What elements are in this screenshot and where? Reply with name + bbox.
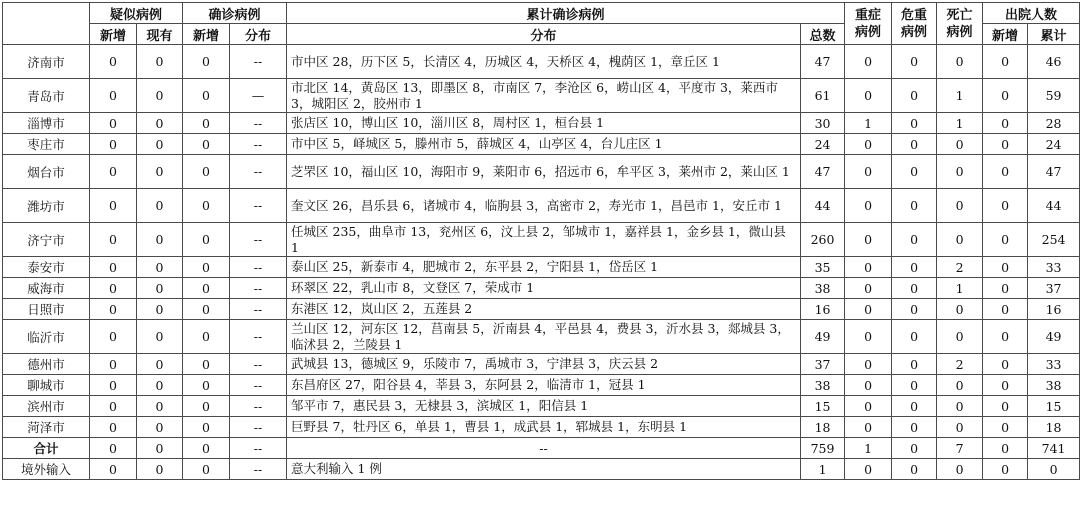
suspected-current: 0 [137, 396, 183, 417]
suspected-new: 0 [90, 134, 137, 155]
severe-count: 0 [845, 417, 892, 438]
cumulative-total: 47 [801, 155, 845, 189]
suspected-current: 0 [137, 189, 183, 223]
cumulative-dist: 环翠区 22，乳山市 8，文登区 7，荣成市 1 [287, 278, 801, 299]
discharged-total: 47 [1028, 155, 1080, 189]
suspected-current: 0 [137, 375, 183, 396]
critical-count: 0 [892, 320, 937, 354]
suspected-new: 0 [90, 45, 137, 79]
discharged-new: 0 [983, 257, 1028, 278]
death-count: 7 [937, 438, 983, 459]
cumulative-dist: 市中区 28，历下区 5，长清区 4，历城区 4，天桥区 4，槐荫区 1，章丘区 1 [287, 45, 801, 79]
table-row-total [3, 438, 1080, 459]
city-name: 合计 [3, 438, 90, 459]
covid-statistics-table [2, 2, 1080, 480]
severe-count: 0 [845, 79, 892, 113]
confirmed-new: 0 [183, 459, 230, 480]
severe-count: 1 [845, 438, 892, 459]
confirmed-new: 0 [183, 223, 230, 257]
cumulative-dist: 芝罘区 10，福山区 10，海阳市 9，莱阳市 6，招远市 6，牟平区 3，莱州市 2，莱山区 1 [287, 155, 801, 189]
header-discharged-new: 新增 [983, 24, 1028, 45]
confirmed-new: 0 [183, 375, 230, 396]
death-count: 0 [937, 223, 983, 257]
severe-count: 0 [845, 257, 892, 278]
suspected-new: 0 [90, 223, 137, 257]
city-name: 滨州市 [3, 396, 90, 417]
death-count: 0 [937, 45, 983, 79]
table-row [3, 79, 1080, 113]
critical-count: 0 [892, 189, 937, 223]
confirmed-dist: -- [230, 189, 287, 223]
suspected-new: 0 [90, 417, 137, 438]
cumulative-dist: 邹平市 7，惠民县 3，无棣县 3，滨城区 1，阳信县 1 [287, 396, 801, 417]
header-cumulative: 累计确诊病例 [287, 3, 845, 24]
discharged-new: 0 [983, 155, 1028, 189]
severe-count: 0 [845, 320, 892, 354]
cumulative-total: 759 [801, 438, 845, 459]
confirmed-dist: -- [230, 278, 287, 299]
header-death: 死亡病例 [937, 3, 983, 45]
suspected-new: 0 [90, 375, 137, 396]
table-row [3, 113, 1080, 134]
cumulative-dist: 巨野县 7，牡丹区 6，单县 1，曹县 1，成武县 1，郓城县 1，东明县 1 [287, 417, 801, 438]
table-row [3, 417, 1080, 438]
confirmed-dist: -- [230, 45, 287, 79]
header-city [3, 3, 90, 45]
suspected-new: 0 [90, 278, 137, 299]
header-severe: 重症病例 [845, 3, 892, 45]
suspected-current: 0 [137, 278, 183, 299]
critical-count: 0 [892, 278, 937, 299]
confirmed-dist: -- [230, 417, 287, 438]
critical-count: 0 [892, 113, 937, 134]
suspected-new: 0 [90, 155, 137, 189]
table-row [3, 45, 1080, 79]
city-name: 泰安市 [3, 257, 90, 278]
severe-count: 0 [845, 354, 892, 375]
discharged-new: 0 [983, 354, 1028, 375]
suspected-current: 0 [137, 113, 183, 134]
suspected-new: 0 [90, 438, 137, 459]
death-count: 0 [937, 417, 983, 438]
critical-count: 0 [892, 223, 937, 257]
table-row [3, 320, 1080, 354]
death-count: 0 [937, 134, 983, 155]
table-row [3, 299, 1080, 320]
discharged-new: 0 [983, 223, 1028, 257]
death-count: 1 [937, 278, 983, 299]
discharged-new: 0 [983, 438, 1028, 459]
death-count: 0 [937, 375, 983, 396]
cumulative-dist: 泰山区 25，新泰市 4，肥城市 2，东平县 2，宁阳县 1，岱岳区 1 [287, 257, 801, 278]
discharged-total: 38 [1028, 375, 1080, 396]
cumulative-total: 24 [801, 134, 845, 155]
table-row [3, 155, 1080, 189]
table-row [3, 354, 1080, 375]
cumulative-total: 47 [801, 45, 845, 79]
confirmed-dist: -- [230, 320, 287, 354]
discharged-total: 24 [1028, 134, 1080, 155]
cumulative-total: 15 [801, 396, 845, 417]
cumulative-total: 30 [801, 113, 845, 134]
cumulative-total: 260 [801, 223, 845, 257]
city-name: 境外输入 [3, 459, 90, 480]
critical-count: 0 [892, 354, 937, 375]
severe-count: 0 [845, 375, 892, 396]
confirmed-new: 0 [183, 354, 230, 375]
city-name: 菏泽市 [3, 417, 90, 438]
discharged-total: 46 [1028, 45, 1080, 79]
suspected-current: 0 [137, 299, 183, 320]
discharged-total: 254 [1028, 223, 1080, 257]
confirmed-dist: -- [230, 354, 287, 375]
cumulative-total: 37 [801, 354, 845, 375]
severe-count: 0 [845, 134, 892, 155]
table-row [3, 189, 1080, 223]
cumulative-dist: 奎文区 26，昌乐县 6，诸城市 4，临朐县 3，高密市 2，寿光市 1，昌邑市 1，安丘市 1 [287, 189, 801, 223]
death-count: 0 [937, 299, 983, 320]
confirmed-dist: -- [230, 113, 287, 134]
critical-count: 0 [892, 396, 937, 417]
discharged-new: 0 [983, 278, 1028, 299]
suspected-current: 0 [137, 134, 183, 155]
confirmed-dist: -- [230, 155, 287, 189]
city-name: 济南市 [3, 45, 90, 79]
death-count: 2 [937, 257, 983, 278]
city-name: 济宁市 [3, 223, 90, 257]
city-name: 烟台市 [3, 155, 90, 189]
severe-count: 0 [845, 189, 892, 223]
discharged-total: 28 [1028, 113, 1080, 134]
discharged-new: 0 [983, 45, 1028, 79]
table-row [3, 134, 1080, 155]
confirmed-dist: -- [230, 438, 287, 459]
city-name: 日照市 [3, 299, 90, 320]
suspected-current: 0 [137, 438, 183, 459]
discharged-total: 33 [1028, 257, 1080, 278]
confirmed-dist: -- [230, 375, 287, 396]
city-name: 临沂市 [3, 320, 90, 354]
cumulative-total: 35 [801, 257, 845, 278]
confirmed-new: 0 [183, 45, 230, 79]
discharged-new: 0 [983, 396, 1028, 417]
confirmed-dist: -- [230, 396, 287, 417]
death-count: 0 [937, 155, 983, 189]
confirmed-dist: -- [230, 299, 287, 320]
header-critical: 危重病例 [892, 3, 937, 45]
critical-count: 0 [892, 438, 937, 459]
confirmed-new: 0 [183, 134, 230, 155]
suspected-new: 0 [90, 79, 137, 113]
city-name: 潍坊市 [3, 189, 90, 223]
cumulative-total: 49 [801, 320, 845, 354]
suspected-new: 0 [90, 299, 137, 320]
confirmed-new: 0 [183, 438, 230, 459]
header-confirmed-dist: 分布 [230, 24, 287, 45]
header-suspected-new: 新增 [90, 24, 137, 45]
death-count: 0 [937, 396, 983, 417]
suspected-new: 0 [90, 354, 137, 375]
death-count: 0 [937, 189, 983, 223]
discharged-total: 0 [1028, 459, 1080, 480]
critical-count: 0 [892, 155, 937, 189]
discharged-new: 0 [983, 320, 1028, 354]
cumulative-total: 44 [801, 189, 845, 223]
cumulative-dist: 东昌府区 27，阳谷县 4，莘县 3，东阿县 2，临清市 1，冠县 1 [287, 375, 801, 396]
city-name: 德州市 [3, 354, 90, 375]
cumulative-dist: 武城县 13，德城区 9，乐陵市 7，禹城市 3，宁津县 3，庆云县 2 [287, 354, 801, 375]
discharged-new: 0 [983, 299, 1028, 320]
suspected-current: 0 [137, 155, 183, 189]
severe-count: 0 [845, 155, 892, 189]
critical-count: 0 [892, 79, 937, 113]
cumulative-dist: 意大利输入 1 例 [287, 459, 801, 480]
severe-count: 0 [845, 45, 892, 79]
cumulative-dist: 兰山区 12，河东区 12，莒南县 5，沂南县 4，平邑县 4，费县 3，沂水县 3，郯城县 3，临沭县 2，兰陵县 1 [287, 320, 801, 354]
discharged-total: 15 [1028, 396, 1080, 417]
header-confirmed: 确诊病例 [183, 3, 287, 24]
suspected-new: 0 [90, 459, 137, 480]
discharged-total: 16 [1028, 299, 1080, 320]
confirmed-dist: -- [230, 257, 287, 278]
cumulative-total: 61 [801, 79, 845, 113]
suspected-current: 0 [137, 320, 183, 354]
discharged-new: 0 [983, 113, 1028, 134]
suspected-current: 0 [137, 354, 183, 375]
confirmed-dist: -- [230, 459, 287, 480]
death-count: 1 [937, 79, 983, 113]
severe-count: 0 [845, 299, 892, 320]
cumulative-total: 1 [801, 459, 845, 480]
discharged-total: 18 [1028, 417, 1080, 438]
table-row [3, 257, 1080, 278]
confirmed-new: 0 [183, 257, 230, 278]
suspected-new: 0 [90, 189, 137, 223]
suspected-new: 0 [90, 257, 137, 278]
death-count: 0 [937, 459, 983, 480]
death-count: 1 [937, 113, 983, 134]
cumulative-dist: 东港区 12，岚山区 2，五莲县 2 [287, 299, 801, 320]
header-suspected-current: 现有 [137, 24, 183, 45]
cumulative-dist: 张店区 10，博山区 10，淄川区 8，周村区 1，桓台县 1 [287, 113, 801, 134]
discharged-total: 44 [1028, 189, 1080, 223]
confirmed-dist: — [230, 79, 287, 113]
discharged-new: 0 [983, 417, 1028, 438]
severe-count: 1 [845, 113, 892, 134]
discharged-new: 0 [983, 459, 1028, 480]
confirmed-new: 0 [183, 278, 230, 299]
suspected-current: 0 [137, 459, 183, 480]
discharged-total: 59 [1028, 79, 1080, 113]
table-row-imported [3, 459, 1080, 480]
header-confirmed-new: 新增 [183, 24, 230, 45]
city-name: 青岛市 [3, 79, 90, 113]
confirmed-new: 0 [183, 79, 230, 113]
discharged-total: 33 [1028, 354, 1080, 375]
discharged-new: 0 [983, 134, 1028, 155]
cumulative-dist: 市中区 5，峄城区 5，滕州市 5，薛城区 4，山亭区 4，台儿庄区 1 [287, 134, 801, 155]
suspected-current: 0 [137, 45, 183, 79]
severe-count: 0 [845, 396, 892, 417]
cumulative-dist: 市北区 14，黄岛区 13，即墨区 8，市南区 7，李沧区 6，崂山区 4，平度市 3，莱西市 3，城阳区 2，胶州市 1 [287, 79, 801, 113]
discharged-total: 37 [1028, 278, 1080, 299]
confirmed-dist: -- [230, 134, 287, 155]
cumulative-total: 38 [801, 278, 845, 299]
discharged-total: 49 [1028, 320, 1080, 354]
table-row [3, 396, 1080, 417]
severe-count: 0 [845, 223, 892, 257]
critical-count: 0 [892, 459, 937, 480]
suspected-new: 0 [90, 320, 137, 354]
confirmed-new: 0 [183, 417, 230, 438]
city-name: 聊城市 [3, 375, 90, 396]
header-discharged: 出院人数 [983, 3, 1080, 24]
confirmed-new: 0 [183, 189, 230, 223]
city-name: 淄博市 [3, 113, 90, 134]
suspected-current: 0 [137, 257, 183, 278]
header-suspected: 疑似病例 [90, 3, 183, 24]
confirmed-new: 0 [183, 113, 230, 134]
critical-count: 0 [892, 375, 937, 396]
table-row [3, 223, 1080, 257]
suspected-current: 0 [137, 79, 183, 113]
table-row [3, 278, 1080, 299]
header-discharged-total: 累计 [1028, 24, 1080, 45]
confirmed-new: 0 [183, 299, 230, 320]
critical-count: 0 [892, 257, 937, 278]
discharged-new: 0 [983, 375, 1028, 396]
cumulative-dist: -- [287, 438, 801, 459]
confirmed-new: 0 [183, 155, 230, 189]
cumulative-total: 18 [801, 417, 845, 438]
death-count: 0 [937, 320, 983, 354]
suspected-current: 0 [137, 223, 183, 257]
cumulative-dist: 任城区 235，曲阜市 13，兖州区 6，汶上县 2，邹城市 1，嘉祥县 1，金乡县 1，微山县 1 [287, 223, 801, 257]
severe-count: 0 [845, 278, 892, 299]
confirmed-new: 0 [183, 320, 230, 354]
discharged-new: 0 [983, 79, 1028, 113]
critical-count: 0 [892, 417, 937, 438]
critical-count: 0 [892, 134, 937, 155]
severe-count: 0 [845, 459, 892, 480]
header-cumulative-dist: 分布 [287, 24, 801, 45]
discharged-new: 0 [983, 189, 1028, 223]
suspected-new: 0 [90, 396, 137, 417]
critical-count: 0 [892, 45, 937, 79]
table-row [3, 375, 1080, 396]
suspected-current: 0 [137, 417, 183, 438]
header-cumulative-total: 总数 [801, 24, 845, 45]
cumulative-total: 38 [801, 375, 845, 396]
cumulative-total: 16 [801, 299, 845, 320]
confirmed-dist: -- [230, 223, 287, 257]
confirmed-new: 0 [183, 396, 230, 417]
suspected-new: 0 [90, 113, 137, 134]
critical-count: 0 [892, 299, 937, 320]
death-count: 2 [937, 354, 983, 375]
city-name: 威海市 [3, 278, 90, 299]
city-name: 枣庄市 [3, 134, 90, 155]
discharged-total: 741 [1028, 438, 1080, 459]
